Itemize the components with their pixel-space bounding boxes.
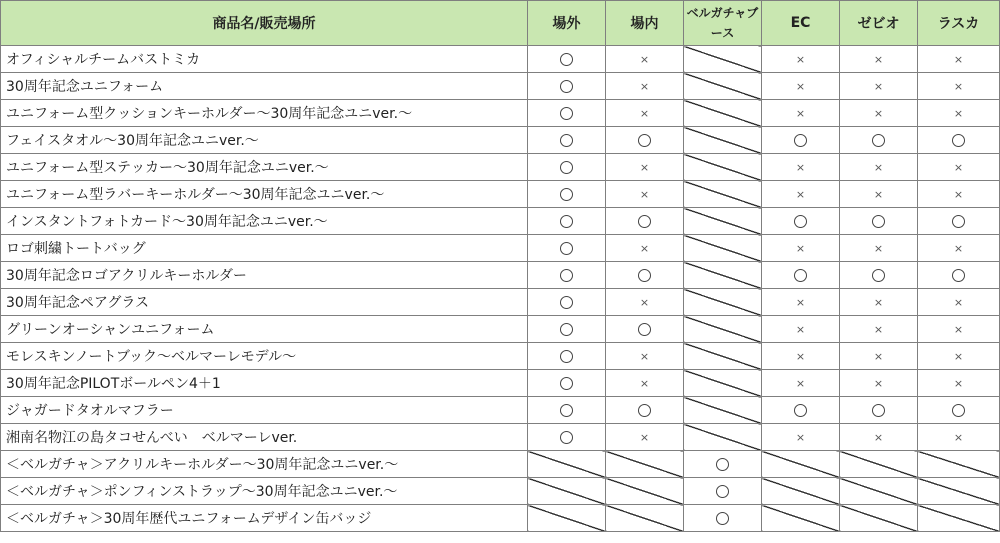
- product-name-cell: 30周年記念ロゴアクリルキーホルダー: [1, 262, 528, 289]
- cell-inside-venue-not-applicable: [606, 478, 684, 505]
- cell-inside-venue-unavailable: [606, 181, 684, 208]
- cell-inside-venue-unavailable: [606, 73, 684, 100]
- cell-lasca-unavailable: [918, 181, 1000, 208]
- cell-inside-venue-available: [606, 316, 684, 343]
- cell-lasca-not-applicable: [918, 478, 1000, 505]
- table-row: [1, 181, 1000, 208]
- cell-ec-unavailable: [762, 424, 840, 451]
- cell-lasca-unavailable: [918, 370, 1000, 397]
- header-product-name: 商品名/販売場所: [1, 1, 528, 46]
- header-outside-venue: 場外: [528, 1, 606, 46]
- table-row: [1, 451, 1000, 478]
- cell-ec-unavailable: [762, 154, 840, 181]
- product-name-cell: モレスキンノートブック～ベルマーレモデル～: [1, 343, 528, 370]
- cross-mark-icon: ×: [639, 52, 650, 66]
- cross-mark-icon: ×: [795, 79, 806, 93]
- cross-mark-icon: ×: [953, 52, 964, 66]
- cell-ec-available: [762, 397, 840, 424]
- cell-outside-venue-not-applicable: [528, 478, 606, 505]
- product-name-cell: フェイスタオル～30周年記念ユニver.～: [1, 127, 528, 154]
- cross-mark-icon: ×: [873, 376, 884, 390]
- cell-gacha-booth-available: [684, 451, 762, 478]
- product-name-cell: 30周年記念ペアグラス: [1, 289, 528, 316]
- cell-lasca-not-applicable: [918, 451, 1000, 478]
- cross-mark-icon: ×: [953, 322, 964, 336]
- cell-lasca-unavailable: [918, 73, 1000, 100]
- circle-mark-icon: [560, 80, 573, 93]
- cell-inside-venue-unavailable: [606, 289, 684, 316]
- cell-xebio-available: [840, 397, 918, 424]
- cell-gacha-booth-not-applicable: [684, 316, 762, 343]
- cell-lasca-available: [918, 262, 1000, 289]
- cell-inside-venue-unavailable: [606, 370, 684, 397]
- circle-mark-icon: [638, 269, 651, 282]
- cross-mark-icon: ×: [953, 106, 964, 120]
- circle-mark-icon: [872, 215, 885, 228]
- table-row: [1, 262, 1000, 289]
- cell-gacha-booth-not-applicable: [684, 370, 762, 397]
- cell-outside-venue-not-applicable: [528, 505, 606, 532]
- cell-xebio-unavailable: [840, 100, 918, 127]
- cell-ec-unavailable: [762, 46, 840, 73]
- cell-outside-venue-available: [528, 154, 606, 181]
- cell-ec-unavailable: [762, 370, 840, 397]
- cell-ec-unavailable: [762, 316, 840, 343]
- cell-outside-venue-not-applicable: [528, 451, 606, 478]
- cross-mark-icon: ×: [873, 349, 884, 363]
- header-row: [1, 1, 1000, 46]
- product-name-cell: ユニフォーム型ステッカー～30周年記念ユニver.～: [1, 154, 528, 181]
- product-name-cell: ＜ベルガチャ＞30周年歴代ユニフォームデザイン缶バッジ: [1, 505, 528, 532]
- cell-xebio-unavailable: [840, 424, 918, 451]
- circle-mark-icon: [872, 134, 885, 147]
- cell-xebio-not-applicable: [840, 505, 918, 532]
- circle-mark-icon: [560, 107, 573, 120]
- table-row: [1, 343, 1000, 370]
- cell-gacha-booth-not-applicable: [684, 73, 762, 100]
- cell-outside-venue-available: [528, 46, 606, 73]
- cross-mark-icon: ×: [795, 241, 806, 255]
- table-row: [1, 505, 1000, 532]
- cross-mark-icon: ×: [795, 160, 806, 174]
- cell-ec-available: [762, 208, 840, 235]
- header-ec: EC: [762, 1, 840, 46]
- cell-outside-venue-available: [528, 73, 606, 100]
- product-name-cell: ユニフォーム型クッションキーホルダー～30周年記念ユニver.～: [1, 100, 528, 127]
- product-name-cell: ロゴ刺繍トートバッグ: [1, 235, 528, 262]
- header-gacha-booth: ベルガチャブース: [684, 1, 762, 46]
- circle-mark-icon: [794, 215, 807, 228]
- header-lasca: ラスカ: [918, 1, 1000, 46]
- cell-gacha-booth-not-applicable: [684, 343, 762, 370]
- cell-outside-venue-available: [528, 343, 606, 370]
- circle-mark-icon: [560, 269, 573, 282]
- cell-xebio-unavailable: [840, 370, 918, 397]
- table-row: [1, 397, 1000, 424]
- cell-gacha-booth-not-applicable: [684, 397, 762, 424]
- cell-xebio-unavailable: [840, 316, 918, 343]
- cell-inside-venue-available: [606, 397, 684, 424]
- cell-gacha-booth-not-applicable: [684, 289, 762, 316]
- circle-mark-icon: [794, 134, 807, 147]
- circle-mark-icon: [716, 458, 729, 471]
- circle-mark-icon: [638, 134, 651, 147]
- cell-xebio-unavailable: [840, 46, 918, 73]
- circle-mark-icon: [952, 269, 965, 282]
- cell-xebio-unavailable: [840, 343, 918, 370]
- cell-lasca-unavailable: [918, 316, 1000, 343]
- cell-ec-unavailable: [762, 343, 840, 370]
- cross-mark-icon: ×: [953, 160, 964, 174]
- product-name-cell: ジャガードタオルマフラー: [1, 397, 528, 424]
- circle-mark-icon: [638, 323, 651, 336]
- table-row: [1, 208, 1000, 235]
- cell-inside-venue-unavailable: [606, 424, 684, 451]
- cell-lasca-unavailable: [918, 235, 1000, 262]
- cross-mark-icon: ×: [639, 349, 650, 363]
- cell-xebio-available: [840, 127, 918, 154]
- circle-mark-icon: [560, 215, 573, 228]
- product-name-cell: グリーンオーシャンユニフォーム: [1, 316, 528, 343]
- cell-gacha-booth-available: [684, 505, 762, 532]
- circle-mark-icon: [872, 269, 885, 282]
- circle-mark-icon: [952, 404, 965, 417]
- cross-mark-icon: ×: [873, 187, 884, 201]
- cross-mark-icon: ×: [639, 241, 650, 255]
- circle-mark-icon: [560, 323, 573, 336]
- product-name-cell: ユニフォーム型ラバーキーホルダー～30周年記念ユニver.～: [1, 181, 528, 208]
- cell-inside-venue-available: [606, 262, 684, 289]
- product-name-cell: ＜ベルガチャ＞アクリルキーホルダー～30周年記念ユニver.～: [1, 451, 528, 478]
- cell-xebio-available: [840, 208, 918, 235]
- circle-mark-icon: [638, 404, 651, 417]
- cross-mark-icon: ×: [873, 430, 884, 444]
- cross-mark-icon: ×: [873, 79, 884, 93]
- cross-mark-icon: ×: [873, 52, 884, 66]
- cross-mark-icon: ×: [953, 349, 964, 363]
- table-row: [1, 154, 1000, 181]
- cell-xebio-not-applicable: [840, 451, 918, 478]
- cross-mark-icon: ×: [795, 187, 806, 201]
- cell-ec-not-applicable: [762, 505, 840, 532]
- table-row: [1, 73, 1000, 100]
- cross-mark-icon: ×: [639, 376, 650, 390]
- cell-inside-venue-unavailable: [606, 154, 684, 181]
- table-header: [1, 1, 1000, 46]
- table-row: [1, 127, 1000, 154]
- table-row: [1, 424, 1000, 451]
- cross-mark-icon: ×: [795, 322, 806, 336]
- cross-mark-icon: ×: [639, 187, 650, 201]
- table-row: [1, 46, 1000, 73]
- cross-mark-icon: ×: [795, 106, 806, 120]
- circle-mark-icon: [560, 53, 573, 66]
- cell-gacha-booth-not-applicable: [684, 181, 762, 208]
- table-row: [1, 289, 1000, 316]
- cell-lasca-available: [918, 127, 1000, 154]
- cell-xebio-unavailable: [840, 73, 918, 100]
- product-name-cell: 30周年記念ユニフォーム: [1, 73, 528, 100]
- cross-mark-icon: ×: [873, 322, 884, 336]
- cell-inside-venue-not-applicable: [606, 505, 684, 532]
- cell-ec-unavailable: [762, 73, 840, 100]
- cell-inside-venue-unavailable: [606, 343, 684, 370]
- cell-gacha-booth-not-applicable: [684, 235, 762, 262]
- cell-lasca-unavailable: [918, 46, 1000, 73]
- circle-mark-icon: [560, 161, 573, 174]
- cell-lasca-available: [918, 397, 1000, 424]
- cell-lasca-not-applicable: [918, 505, 1000, 532]
- cross-mark-icon: ×: [873, 160, 884, 174]
- table-row: [1, 100, 1000, 127]
- cell-lasca-unavailable: [918, 424, 1000, 451]
- circle-mark-icon: [560, 242, 573, 255]
- circle-mark-icon: [638, 215, 651, 228]
- table-row: [1, 478, 1000, 505]
- cross-mark-icon: ×: [795, 349, 806, 363]
- cell-outside-venue-available: [528, 397, 606, 424]
- cell-lasca-available: [918, 208, 1000, 235]
- product-name-cell: 30周年記念PILOTボールペン4＋1: [1, 370, 528, 397]
- cell-gacha-booth-available: [684, 478, 762, 505]
- table-body: [1, 46, 1000, 532]
- cell-lasca-unavailable: [918, 154, 1000, 181]
- circle-mark-icon: [560, 134, 573, 147]
- cross-mark-icon: ×: [639, 295, 650, 309]
- cross-mark-icon: ×: [953, 376, 964, 390]
- circle-mark-icon: [560, 404, 573, 417]
- circle-mark-icon: [952, 215, 965, 228]
- cell-ec-available: [762, 127, 840, 154]
- circle-mark-icon: [560, 296, 573, 309]
- cell-ec-not-applicable: [762, 478, 840, 505]
- cell-lasca-unavailable: [918, 289, 1000, 316]
- cross-mark-icon: ×: [953, 79, 964, 93]
- cell-gacha-booth-not-applicable: [684, 208, 762, 235]
- circle-mark-icon: [560, 431, 573, 444]
- product-name-cell: ＜ベルガチャ＞ポンフィンストラップ～30周年記念ユニver.～: [1, 478, 528, 505]
- cell-inside-venue-unavailable: [606, 100, 684, 127]
- cell-outside-venue-available: [528, 370, 606, 397]
- cell-ec-not-applicable: [762, 451, 840, 478]
- circle-mark-icon: [560, 188, 573, 201]
- cell-gacha-booth-not-applicable: [684, 154, 762, 181]
- table-row: [1, 235, 1000, 262]
- cell-outside-venue-available: [528, 289, 606, 316]
- cell-ec-unavailable: [762, 100, 840, 127]
- cell-outside-venue-available: [528, 127, 606, 154]
- circle-mark-icon: [794, 269, 807, 282]
- cross-mark-icon: ×: [795, 376, 806, 390]
- cell-outside-venue-available: [528, 208, 606, 235]
- cross-mark-icon: ×: [873, 106, 884, 120]
- cell-xebio-unavailable: [840, 235, 918, 262]
- cell-gacha-booth-not-applicable: [684, 100, 762, 127]
- circle-mark-icon: [716, 512, 729, 525]
- cell-outside-venue-available: [528, 181, 606, 208]
- cell-inside-venue-unavailable: [606, 235, 684, 262]
- cell-inside-venue-available: [606, 208, 684, 235]
- cell-ec-unavailable: [762, 235, 840, 262]
- cross-mark-icon: ×: [873, 295, 884, 309]
- cross-mark-icon: ×: [795, 295, 806, 309]
- cell-outside-venue-available: [528, 424, 606, 451]
- cell-outside-venue-available: [528, 235, 606, 262]
- cell-xebio-unavailable: [840, 154, 918, 181]
- cell-gacha-booth-not-applicable: [684, 46, 762, 73]
- cross-mark-icon: ×: [639, 430, 650, 444]
- circle-mark-icon: [560, 377, 573, 390]
- cell-gacha-booth-not-applicable: [684, 262, 762, 289]
- table-row: [1, 316, 1000, 343]
- cell-gacha-booth-not-applicable: [684, 127, 762, 154]
- cross-mark-icon: ×: [953, 430, 964, 444]
- table-row: [1, 370, 1000, 397]
- cross-mark-icon: ×: [639, 79, 650, 93]
- cell-inside-venue-unavailable: [606, 46, 684, 73]
- circle-mark-icon: [560, 350, 573, 363]
- header-inside-venue: 場内: [606, 1, 684, 46]
- product-name-cell: オフィシャルチームバストミカ: [1, 46, 528, 73]
- cell-lasca-unavailable: [918, 343, 1000, 370]
- cross-mark-icon: ×: [795, 52, 806, 66]
- cell-lasca-unavailable: [918, 100, 1000, 127]
- circle-mark-icon: [872, 404, 885, 417]
- cell-xebio-available: [840, 262, 918, 289]
- cell-xebio-unavailable: [840, 181, 918, 208]
- cell-xebio-unavailable: [840, 289, 918, 316]
- cell-ec-unavailable: [762, 289, 840, 316]
- cell-outside-venue-available: [528, 262, 606, 289]
- cell-outside-venue-available: [528, 100, 606, 127]
- cell-xebio-not-applicable: [840, 478, 918, 505]
- circle-mark-icon: [952, 134, 965, 147]
- cell-ec-unavailable: [762, 181, 840, 208]
- cross-mark-icon: ×: [873, 241, 884, 255]
- cell-inside-venue-available: [606, 127, 684, 154]
- cross-mark-icon: ×: [639, 106, 650, 120]
- product-name-cell: インスタントフォトカード～30周年記念ユニver.～: [1, 208, 528, 235]
- cell-inside-venue-not-applicable: [606, 451, 684, 478]
- cross-mark-icon: ×: [953, 241, 964, 255]
- cross-mark-icon: ×: [795, 430, 806, 444]
- cross-mark-icon: ×: [953, 295, 964, 309]
- cell-gacha-booth-not-applicable: [684, 424, 762, 451]
- circle-mark-icon: [794, 404, 807, 417]
- product-name-cell: 湘南名物江の島タコせんべい ベルマーレver.: [1, 424, 528, 451]
- circle-mark-icon: [716, 485, 729, 498]
- cross-mark-icon: ×: [953, 187, 964, 201]
- header-xebio: ゼビオ: [840, 1, 918, 46]
- cell-outside-venue-available: [528, 316, 606, 343]
- cell-ec-available: [762, 262, 840, 289]
- cross-mark-icon: ×: [639, 160, 650, 174]
